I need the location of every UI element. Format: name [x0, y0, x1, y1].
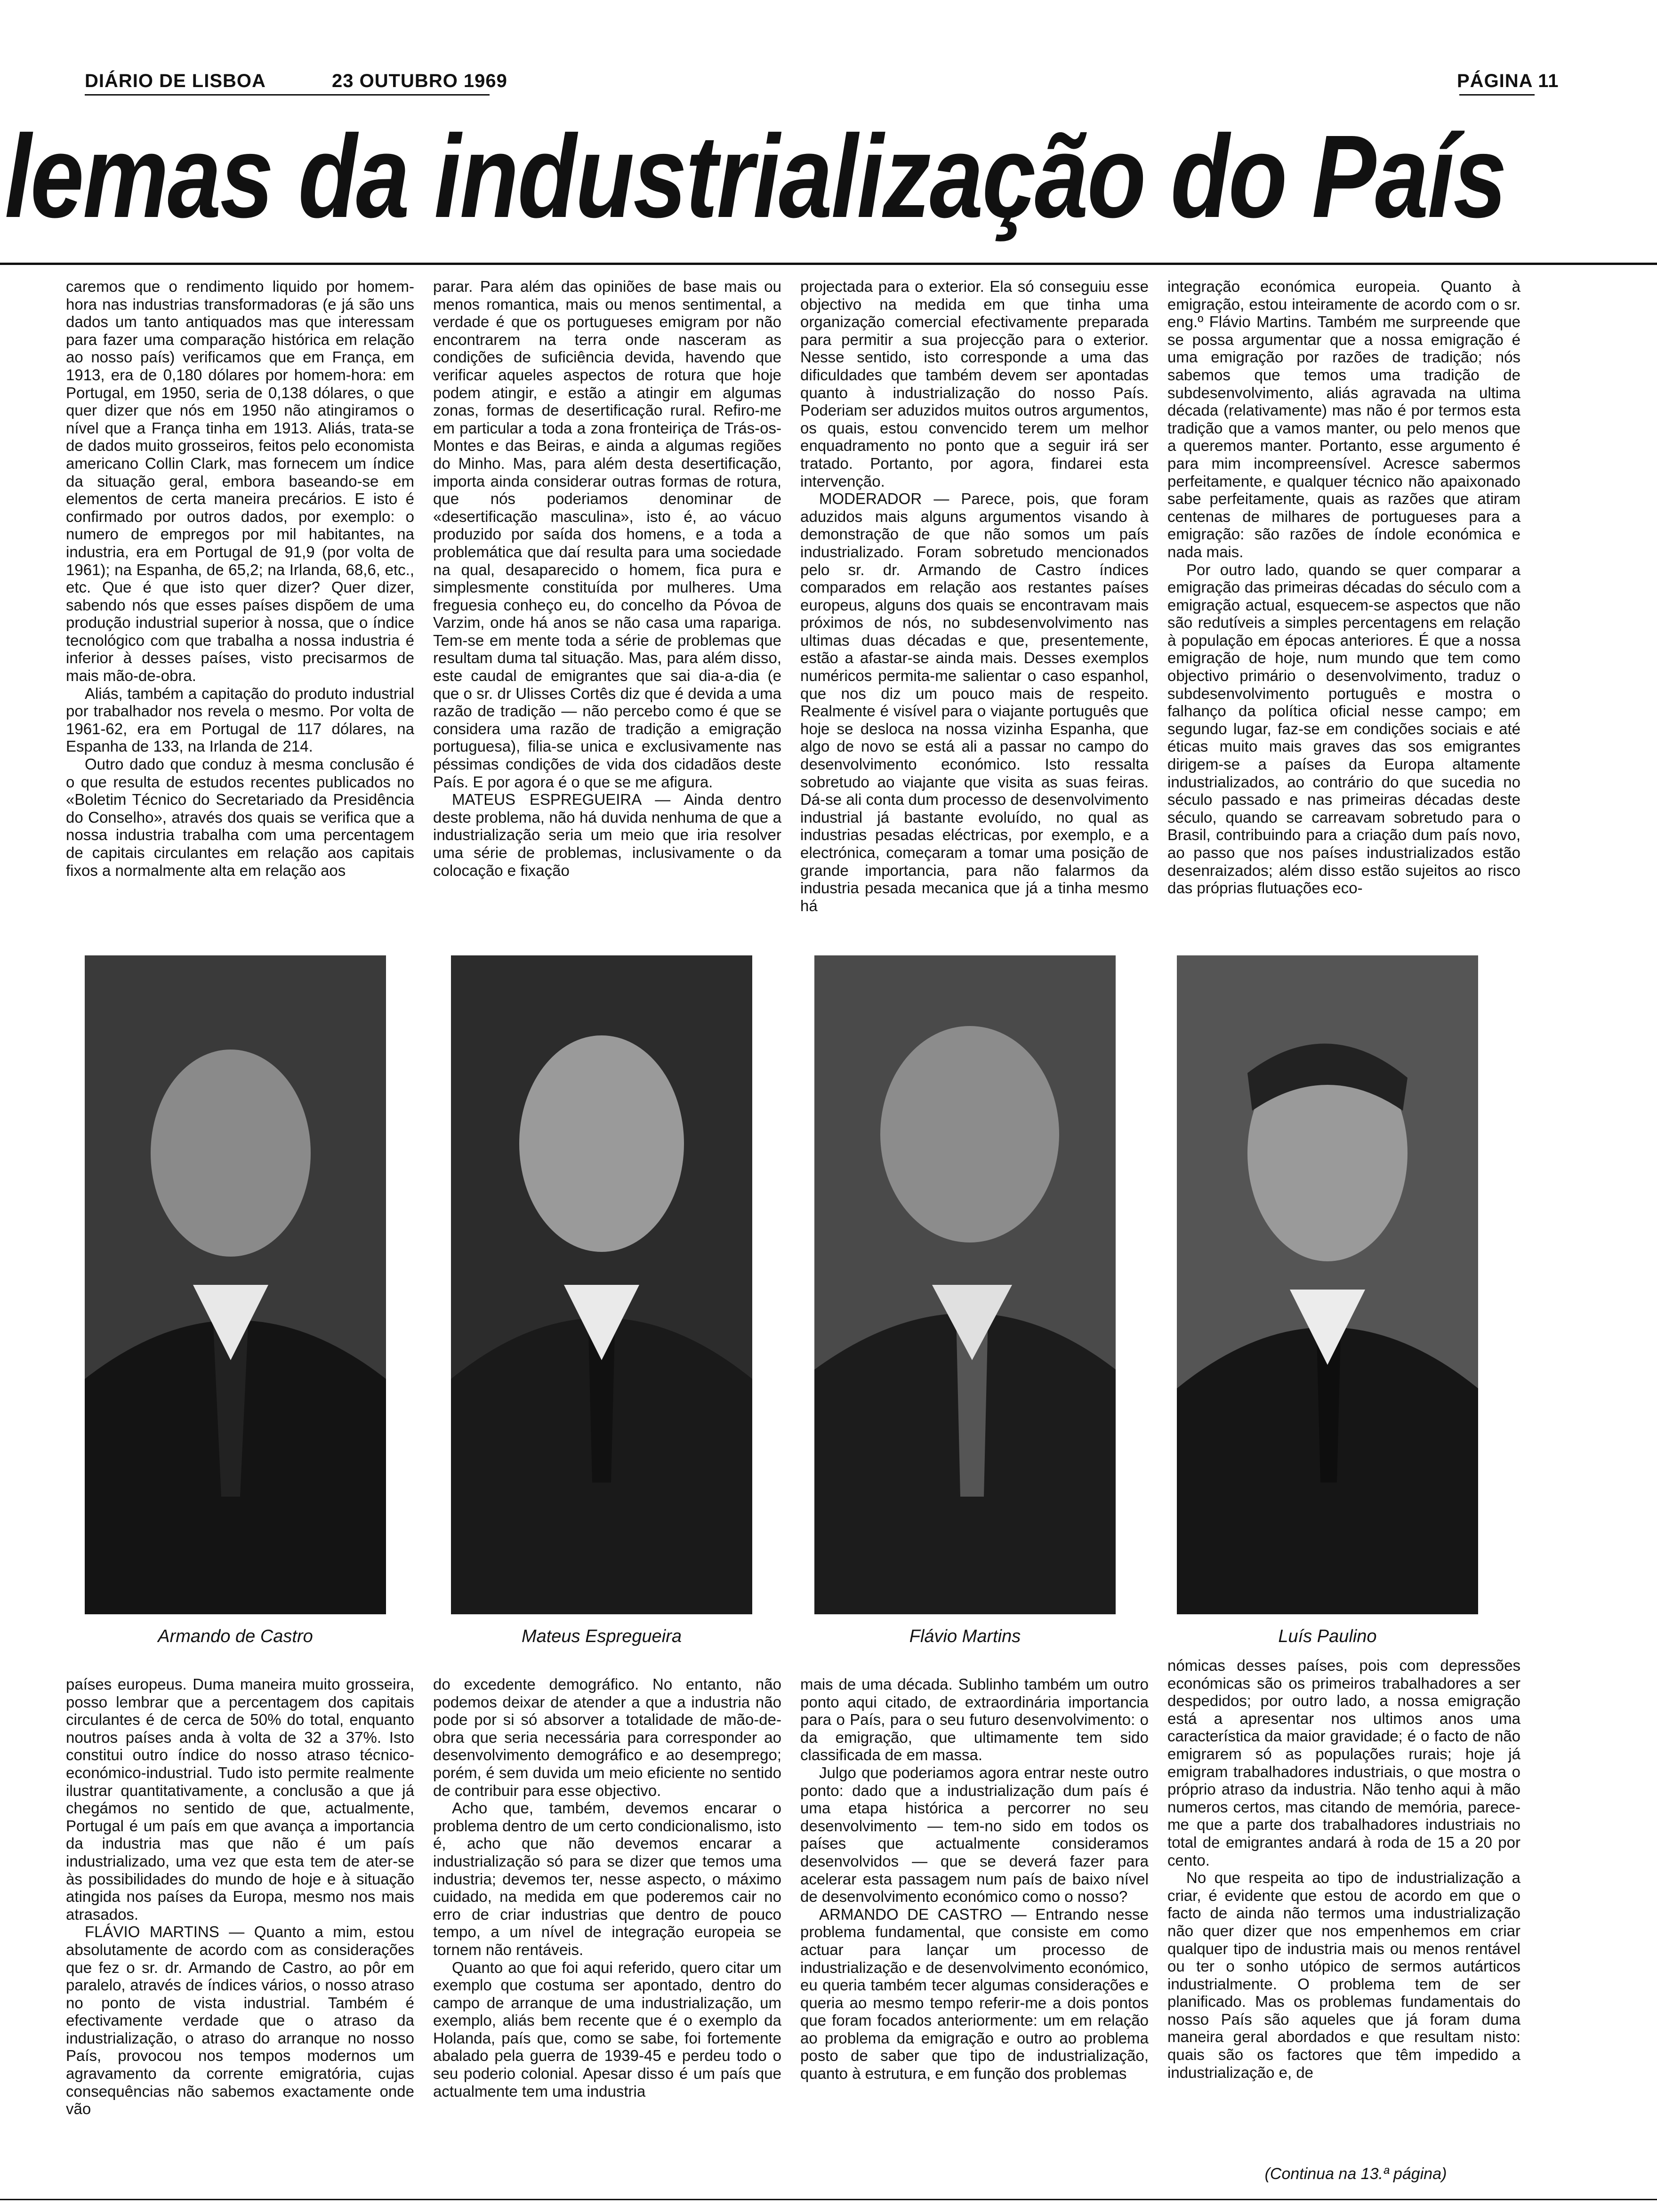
- portrait-armando-de-castro: [85, 955, 386, 1614]
- portrait-icon: [814, 955, 1116, 1614]
- paragraph: Outro dado que conduz à mesma conclusão é o que resulta de estudos recentes publicados no «Boletim Técnico do Secretariado da Presidência do Conselho», através dos quais se verifica que a nossa industria trabalha com uma percentagem de capitais circulantes em relação aos capitais fixos a normalmente alta em relação aos: [66, 755, 414, 879]
- headline: [0, 106, 1657, 247]
- paragraph: MODERADOR — Parece, pois, que foram aduzidos mais alguns argumentos visando à demonstração de que não somos um país industrializado. Foram sobretudo mencionados pelo sr. dr. Armando de Castro índices comparados em relação aos restantes países europeus, alguns dos quais se encontravam mais próximos de nós, no subdesenvolvimento nas ultimas duas décadas e que, presentemente, estão a afastar-se ainda mais. Desses exemplos numéricos permita-me salientar o caso espanhol, que nos diz um pouco mais de respeito. Realmente é visível para o viajante português que hoje se desloca na nossa vizinha Espanha, que algo de novo se está ali a passar no campo do desenvolvimento económico. Isto ressalta sobretudo ao viajante que visita as suas feiras. Dá-se ali conta dum processo de desenvolvimento industrial já bastante evoluído, no qual as industrias pesadas eléctricas, por exemplo, e a electrónica, começaram a tomar uma posição de grande importancia, para não falarmos da industria pesada mecanica que já a tinha mesmo há: [800, 490, 1149, 914]
- lower-column-3: [800, 1675, 1149, 2146]
- upper-column-3: [800, 278, 1149, 946]
- lower-column-2: [433, 1675, 781, 2146]
- paragraph: do excedente demográfico. No entanto, não podemos deixar de atender a que a industria não pode por si só absorver a totalidade de mão-de-obra que seria necessária para corresponder ao desenvolvimento demográfico e ao desemprego; porém, é sem duvida um meio eficiente no sentido de contribuir para esse objectivo.: [433, 1675, 781, 1799]
- portrait-icon: [1177, 955, 1478, 1614]
- paragraph: Acho que, também, devemos encarar o problema dentro de um certo condicionalismo, isto é, acho que não devemos encarar a industrialização só para se dizer que temos uma industria; devemos ter, nesse aspecto, o máximo cuidado, na medida em que poderemos cair no erro de criar industrias que dentro de pouco tempo, a um nível de integração europeia se tornem não rentáveis.: [433, 1799, 781, 1958]
- lower-column-4: [1167, 1657, 1520, 2127]
- upper-column-2: [433, 278, 781, 946]
- paragraph: nómicas desses países, pois com depressões económicas são os primeiros trabalhadores a ser despedidos; por outro lado, a nossa emigração está a apresentar nos ultimos anos uma característica da maior gravidade; é o facto de não emigrarem só as populações rurais; hoje já emigram trabalhadores industriais, o que mostra o próprio atraso da industria. Não tenho aqui à mão numeros certos, mas citando de memória, parece-me que a parte dos trabalhadores industriais no total de emigrantes andará à roda de 15 a 20 por cento.: [1167, 1657, 1520, 1869]
- headline-rule: [0, 263, 1657, 265]
- footer-rule: [0, 2199, 1657, 2200]
- portrait-icon: [85, 955, 386, 1614]
- paragraph: caremos que o rendimento liquido por homem-hora nas industrias transformadoras (e já são uns dados um tanto antiquados mas que interessam para fazer uma comparação histórica em relação ao nosso país) verificamos que em França, em 1913, era de 0,180 dólares por homem-hora: em Portugal, em 1950, seria de 0,138 dólares, o que quer dizer que nós em 1950 não atingiramos o nível que a França tinha em 1913. Aliás, trata-se de dados muito grosseiros, feitos pelo economista americano Collin Clark, mas fornecem um índice da situação geral, embora baseando-se em elementos de certa maneira precários. E isto é confirmado por outros dados, por exemplo: o numero de empregos por mil habitantes, na industria, era em Portugal de 91,9 (por volta de 1961); na Espanha, de 65,2; na Irlanda, 68,6, etc., etc. Que é que isto quer dizer? Quer dizer, sabendo nós que esses países dispõem de uma produção industrial superior à nossa, que o índice tecnológico com que trabalha a nossa industria é inferior à desses países, visto precisarmos de mais mão-de-obra.: [66, 278, 414, 685]
- paragraph: parar. Para além das opiniões de base mais ou menos romantica, mais ou menos sentimental, a verdade é que os portugueses emigram por não encontrarem na terra onde nasceram as condições de suficiência devida, havendo que verificar aqueles aspectos de rotura que hoje podem atingir, e estão a atingir em algumas zonas, formas de desertificação rural. Refiro-me em particular a toda a zona fronteiriça de Trás-os-Montes e das Beiras, e ainda a algumas regiões do Minho. Mas, para além desta desertificação, importa ainda considerar outras formas de rotura, que nós poderiamos denominar de «desertificação masculina», isto é, ao vácuo produzido por saída dos homens, e a toda a problemática que daí resulta para uma sociedade na qual, desaparecido o homem, fica pura e simplesmente constituída por mulheres. Uma freguesia conheço eu, do concelho da Póvoa de Varzim, onde há anos se não casa uma rapariga. Tem-se em mente toda a série de problemas que resultam duma tal situação. Mas, para além disso, este caudal de emigrantes que sai dia-a-dia (e que o sr. dr Ulisses Cortês diz que é devida a uma razão de tradição — não percebo como é que se considera uma razão de tradição a emigração portuguesa), filia-se unica e exclusivamente nas péssimas condições de vida dos cidadãos deste País. E por agora é o que se me afigura.: [433, 278, 781, 791]
- photo-caption: Armando de Castro: [158, 1627, 313, 1646]
- page-number: PÁGINA 11: [1457, 71, 1559, 91]
- portrait-icon: [451, 955, 752, 1614]
- upper-column-1: [66, 278, 414, 946]
- photo-caption: Luís Paulino: [1278, 1627, 1377, 1646]
- continuation-note: (Continua na 13.ª página): [1264, 2165, 1447, 2183]
- lower-column-1: [66, 1675, 414, 2146]
- paragraph: Aliás, também a capitação do produto industrial por trabalhador nos revela o mesmo. Por volta de 1961-62, era em Portugal de 117 dólares, na Espanha de 133, na Irlanda de 214.: [66, 684, 414, 755]
- photo-caption: Flávio Martins: [909, 1627, 1021, 1646]
- newspaper-name: DIÁRIO DE LISBOA: [85, 71, 266, 91]
- upper-column-4: [1167, 278, 1520, 946]
- paragraph: No que respeita ao tipo de industrialização a criar, é evidente que estou de acordo em que o facto de ainda não termos uma industrialização não quer dizer que nos empenhemos em criar qualquer tipo de industria mais ou menos rentável ou ter o sonho utópico de sermos autárticos industrialmente. O problema tem de ser planificado. Mas os problemas fundamentais do nosso País são aqueles que já foram duma maneira geral abordados e que resultam nisto: quais são os factores que têm impedido a industrialização e, de: [1167, 1869, 1520, 2081]
- paragraph: projectada para o exterior. Ela só conseguiu esse objectivo na medida em que tinha uma organização comercial efectivamente preparada para permitir a sua projecção para o exterior. Nesse sentido, isto corresponde a uma das dificuldades que também devem ser apontadas quanto à industrialização do nosso País. Poderiam ser aduzidos muitos outros argumentos, os quais, estou convencido terem um melhor enquadramento no ponto que a seguir irá ser tratado. Portanto, por agora, findarei esta intervenção.: [800, 278, 1149, 490]
- paragraph: Por outro lado, quando se quer comparar a emigração das primeiras décadas do século com a emigração actual, esquecem-se aspectos que não são redutíveis a simples percentagens em relação à população em épocas anteriores. É que a nossa emigração de hoje, num mundo que tem como objectivo primário o desenvolvimento, traduz o subdesenvolvimento português e mostra o falhanço da política oficial nesse campo; em segundo lugar, faz-se em condições sociais e até éticas muito mais graves das sos emigrantes dirigem-se a países da Europa altamente industrializados, ao contrário do que sucedia no século passado e nas primeiras décadas deste século, quando se carreavam sobretudo para o Brasil, contribuindo para a criação dum país novo, ao passo que nos países industrializados estão desenraizados; além disso estão sujeitos ao risco das próprias flutuações eco-: [1167, 561, 1520, 897]
- issue-date: 23 OUTUBRO 1969: [332, 71, 507, 91]
- paragraph: integração económica europeia. Quanto à emigração, estou inteiramente de acordo com o sr. eng.º Flávio Martins. Também me surpreende que se possa argumentar que a nossa emigração é uma emigração por razões de tradição; nós sabemos que temos uma tradição de subdesenvolvimento, aliás agravada na ultima década (relativamente) mas não é por termos esta tradição que a vamos manter, ou pelo menos que a queremos manter. Portanto, esse argumento é para mim incompreensível. Acresce sabermos perfeitamente, e qualquer técnico não apaixonado sabe perfeitamente, quais as razões que atiram centenas de milhares de portugueses para a emigração: são razões de índole económica e nada mais.: [1167, 278, 1520, 561]
- paragraph: ARMANDO DE CASTRO — Entrando nesse problema fundamental, que consiste em como actuar para lançar um processo de industrialização e de desenvolvimento económico, eu queria também tecer algumas considerações e queria ao mesmo tempo referir-me a dois pontos que foram focados anteriormente: um em relação ao problema da emigração e outro ao problema posto de saber que tipo de industrialização, quanto à estrutura, e em função dos problemas: [800, 1905, 1149, 2083]
- paragraph: Julgo que poderiamos agora entrar neste outro ponto: dado que a industrialização dum país é uma etapa histórica a percorrer no seu desenvolvimento — tem-no sido em todos os países que actualmente consideramos desenvolvidos — que se deverá fazer para acelerar esta passagem num país de baixo nível de desenvolvimento económico como o nosso?: [800, 1763, 1149, 1906]
- paragraph: países europeus. Duma maneira muito grosseira, posso lembrar que a percentagem dos capitais circulantes é de cerca de 50% do total, enquanto noutros países anda à volta de 32 a 37%. Isto constitui outro índice do nosso atraso técnico-económico-industrial. Tudo isto permite realmente ilustrar quantitativamente, a conclusão a que já chegámos no sentido de que, actualmente, Portugal é um país em que avança a importancia da industria mas que não é um país industrializado, uma vez que esta tem de ater-se às possibilidades do mundo de hoje e à situação atingida nos países da Europa, mesmo nos mais atrasados.: [66, 1675, 414, 1923]
- portrait-mateus-espregueira: [451, 955, 752, 1614]
- masthead-rule-right: [1459, 94, 1535, 96]
- paragraph: mais de uma década. Sublinho também um outro ponto aqui citado, de extraordinária importancia para o País, para o seu futuro desenvolvimento: o da emigração, que ultimamente tem sido classificada de em massa.: [800, 1675, 1149, 1764]
- masthead-rule: [85, 94, 490, 96]
- paragraph: FLÁVIO MARTINS — Quanto a mim, estou absolutamente de acordo com as considerações que fez o sr. dr. Armando de Castro, ao pôr em paralelo, através de índices vários, o nosso atraso no ponto de vista industrial. Também é efectivamente verdade que o atraso da industrialização, o atraso do arranque no nosso País, provocou nos tempos modernos um agravamento da corrente emigratória, cujas consequências não sabemos exactamente onde vão: [66, 1923, 414, 2118]
- portrait-luis-paulino: [1177, 955, 1478, 1614]
- masthead: [0, 71, 1657, 99]
- photo-caption: Mateus Espregueira: [521, 1627, 682, 1646]
- portrait-flavio-martins: [814, 955, 1116, 1614]
- headline-text: lemas da industrialização do País: [5, 111, 1506, 242]
- paragraph: MATEUS ESPREGUEIRA — Ainda dentro deste problema, não há duvida nenhuma de que a industrialização seria um meio que iria resolver uma série de problemas, inclusivamente o da colocação e fixação: [433, 791, 781, 879]
- paragraph: Quanto ao que foi aqui referido, quero citar um exemplo que costuma ser apontado, dentro do campo de arranque de uma industrialização, um exemplo, aliás bem recente que é o exemplo da Holanda, país que, como se sabe, foi fortemente abalado pela guerra de 1939-45 e perdeu todo o seu poderio colonial. Apesar disso é um país que actualmente tem uma industria: [433, 1958, 781, 2100]
